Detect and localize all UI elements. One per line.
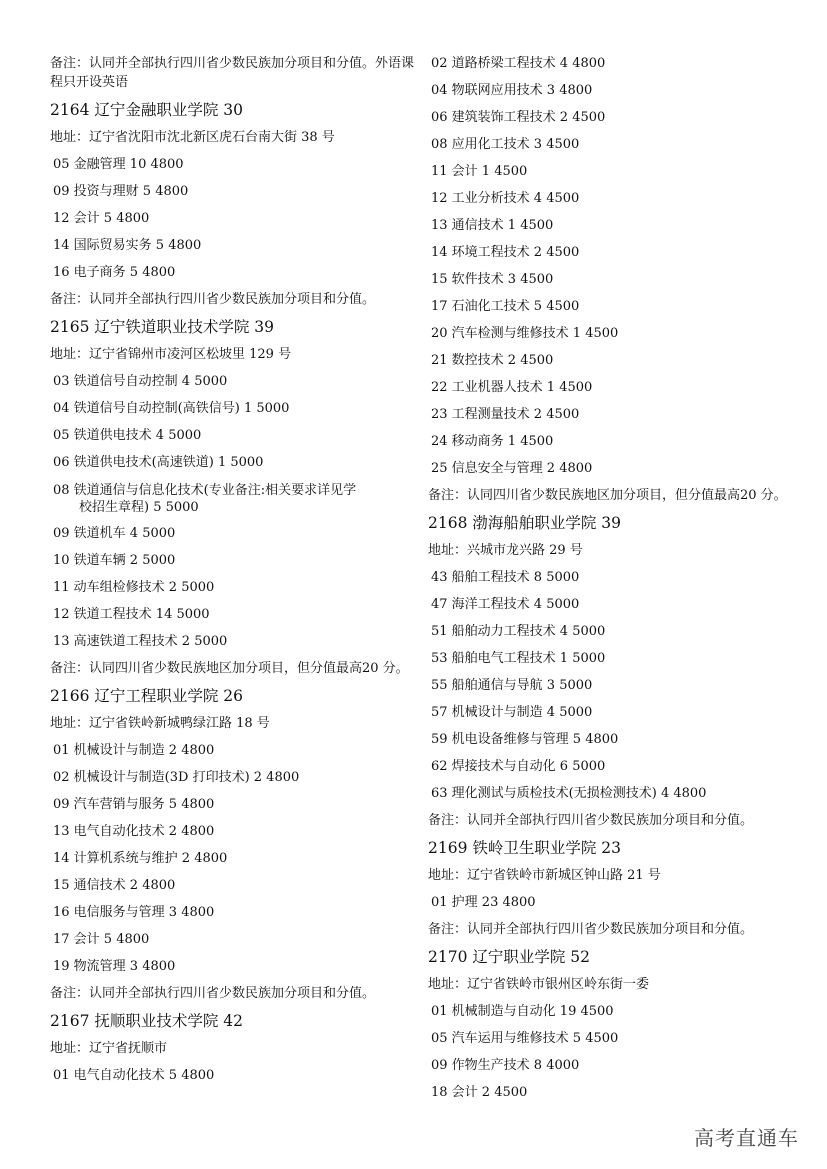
- program-entry: 06 建筑装饰工程技术 2 4500: [431, 110, 606, 125]
- school-header: 2167 抚顺职业技术学院 42: [50, 1012, 244, 1030]
- remark-note: 备注：认同并全部执行四川省少数民族加分项目和分值。: [428, 813, 754, 828]
- school-header: 2165 辽宁铁道职业技术学院 39: [50, 318, 275, 336]
- program-entry: 11 动车组检修技术 2 5000: [53, 580, 215, 595]
- program-entry: 14 国际贸易实务 5 4800: [53, 238, 202, 253]
- program-entry: 09 汽车营销与服务 5 4800: [53, 797, 215, 812]
- school-address: 地址：辽宁省铁岭新城鸭绿江路 18 号: [50, 716, 270, 731]
- program-entry: 09 作物生产技术 8 4000: [431, 1058, 580, 1073]
- program-entry: 13 高速铁道工程技术 2 5000: [53, 634, 228, 649]
- program-entry: 09 铁道机车 4 5000: [53, 526, 176, 541]
- program-entry: 51 船舶动力工程技术 4 5000: [431, 624, 606, 639]
- program-entry: [50, 476, 420, 520]
- school-header: 2164 辽宁金融职业学院 30: [50, 101, 244, 119]
- school-address: 地址：辽宁省铁岭市新城区钟山路 21 号: [428, 868, 661, 883]
- remark-note: 备注：认同并全部执行四川省少数民族加分项目和分值。: [428, 922, 754, 937]
- program-entry: 20 汽车检测与维修技术 1 4500: [431, 326, 619, 341]
- program-entry: 23 工程测量技术 2 4500: [431, 407, 580, 422]
- school-address: 地址：辽宁省铁岭市银州区岭东街一委: [428, 977, 650, 992]
- program-entry: 15 软件技术 3 4500: [431, 272, 554, 287]
- right-column: [428, 50, 798, 1106]
- program-entry: 13 电气自动化技术 2 4800: [53, 824, 215, 839]
- program-entry: 01 护理 23 4800: [431, 895, 536, 910]
- program-entry: 02 道路桥梁工程技术 4 4800: [431, 56, 606, 71]
- program-entry: 09 投资与理财 5 4800: [53, 184, 189, 199]
- school-header: 2166 辽宁工程职业学院 26: [50, 687, 244, 705]
- school-address: 地址：辽宁省沈阳市沈北新区虎石台南大街 38 号: [50, 130, 335, 145]
- remark-note: 备注：认同四川省少数民族地区加分项目，但分值最高20 分。: [428, 488, 787, 503]
- program-entry: 19 物流管理 3 4800: [53, 959, 176, 974]
- remark-note: 备注：认同并全部执行四川省少数民族加分项目和分值。: [50, 292, 376, 307]
- school-header: 2170 辽宁职业学院 52: [428, 948, 591, 966]
- program-entry-line2: 校招生章程) 5 5000: [79, 500, 199, 515]
- program-entry: 43 船舶工程技术 8 5000: [431, 570, 580, 585]
- program-entry: 21 数控技术 2 4500: [431, 353, 554, 368]
- program-entry: 17 石油化工技术 5 4500: [431, 299, 580, 314]
- program-entry: 25 信息安全与管理 2 4800: [431, 461, 593, 476]
- program-entry: 55 船舶通信与导航 3 5000: [431, 678, 593, 693]
- program-entry: 10 铁道车辆 2 5000: [53, 553, 176, 568]
- program-entry: 16 电信服务与管理 3 4800: [53, 905, 215, 920]
- remark-note: 备注：认同并全部执行四川省少数民族加分项目和分值。: [50, 986, 376, 1001]
- program-entry: 08 应用化工技术 3 4500: [431, 137, 580, 152]
- program-entry: 06 铁道供电技术(高速铁道) 1 5000: [53, 455, 264, 470]
- program-entry: 59 机电设备维修与管理 5 4800: [431, 732, 619, 747]
- watermark-text: 高考直通车: [694, 1126, 799, 1150]
- program-entry: 12 铁道工程技术 14 5000: [53, 607, 210, 622]
- program-entry: 04 铁道信号自动控制(高铁信号) 1 5000: [53, 401, 290, 416]
- program-entry: 14 环境工程技术 2 4500: [431, 245, 580, 260]
- program-entry: 01 电气自动化技术 5 4800: [53, 1068, 215, 1083]
- school-address: 地址：辽宁省锦州市凌河区松坡里 129 号: [50, 347, 292, 362]
- program-entry: 01 机械设计与制造 2 4800: [53, 743, 215, 758]
- program-entry: 47 海洋工程技术 4 5000: [431, 597, 580, 612]
- program-entry: 02 机械设计与制造(3D 打印技术) 2 4800: [53, 770, 300, 785]
- program-entry: 24 移动商务 1 4500: [431, 434, 554, 449]
- school-address: 地址：兴城市龙兴路 29 号: [428, 543, 583, 558]
- program-entry: 14 计算机系统与维护 2 4800: [53, 851, 228, 866]
- program-entry: 12 工业分析技术 4 4500: [431, 191, 580, 206]
- program-entry: 62 焊接技术与自动化 6 5000: [431, 759, 606, 774]
- program-entry: 16 电子商务 5 4800: [53, 265, 176, 280]
- program-entry: 13 通信技术 1 4500: [431, 218, 554, 233]
- program-entry: 17 会计 5 4800: [53, 932, 150, 947]
- program-entry-line1: 08 铁道通信与信息化技术(专业备注:相关要求详见学: [53, 483, 357, 498]
- program-entry: 03 铁道信号自动控制 4 5000: [53, 374, 228, 389]
- program-entry: 12 会计 5 4800: [53, 211, 150, 226]
- remark-note: 备注：认同并全部执行四川省少数民族加分项目和分值。外语课程只开设英语: [50, 56, 415, 90]
- program-entry: 18 会计 2 4500: [431, 1085, 528, 1100]
- program-entry: 57 机械设计与制造 4 5000: [431, 705, 593, 720]
- program-entry: 53 船舶电气工程技术 1 5000: [431, 651, 606, 666]
- program-entry: 22 工业机器人技术 1 4500: [431, 380, 593, 395]
- school-address: 地址：辽宁省抚顺市: [50, 1041, 168, 1056]
- left-column: [50, 50, 420, 1089]
- program-entry: 11 会计 1 4500: [431, 164, 528, 179]
- school-header: 2168 渤海船舶职业学院 39: [428, 514, 622, 532]
- program-entry: 05 金融管理 10 4800: [53, 157, 184, 172]
- program-entry: 63 理化测试与质检技术(无损检测技术) 4 4800: [431, 786, 707, 801]
- school-header: 2169 铁岭卫生职业学院 23: [428, 839, 622, 857]
- remark-note: 备注：认同四川省少数民族地区加分项目，但分值最高20 分。: [50, 661, 409, 676]
- program-entry: 05 铁道供电技术 4 5000: [53, 428, 202, 443]
- program-entry: 04 物联网应用技术 3 4800: [431, 83, 593, 98]
- program-entry: 15 通信技术 2 4800: [53, 878, 176, 893]
- program-entry: 01 机械制造与自动化 19 4500: [431, 1004, 614, 1019]
- program-entry: 05 汽车运用与维修技术 5 4500: [431, 1031, 619, 1046]
